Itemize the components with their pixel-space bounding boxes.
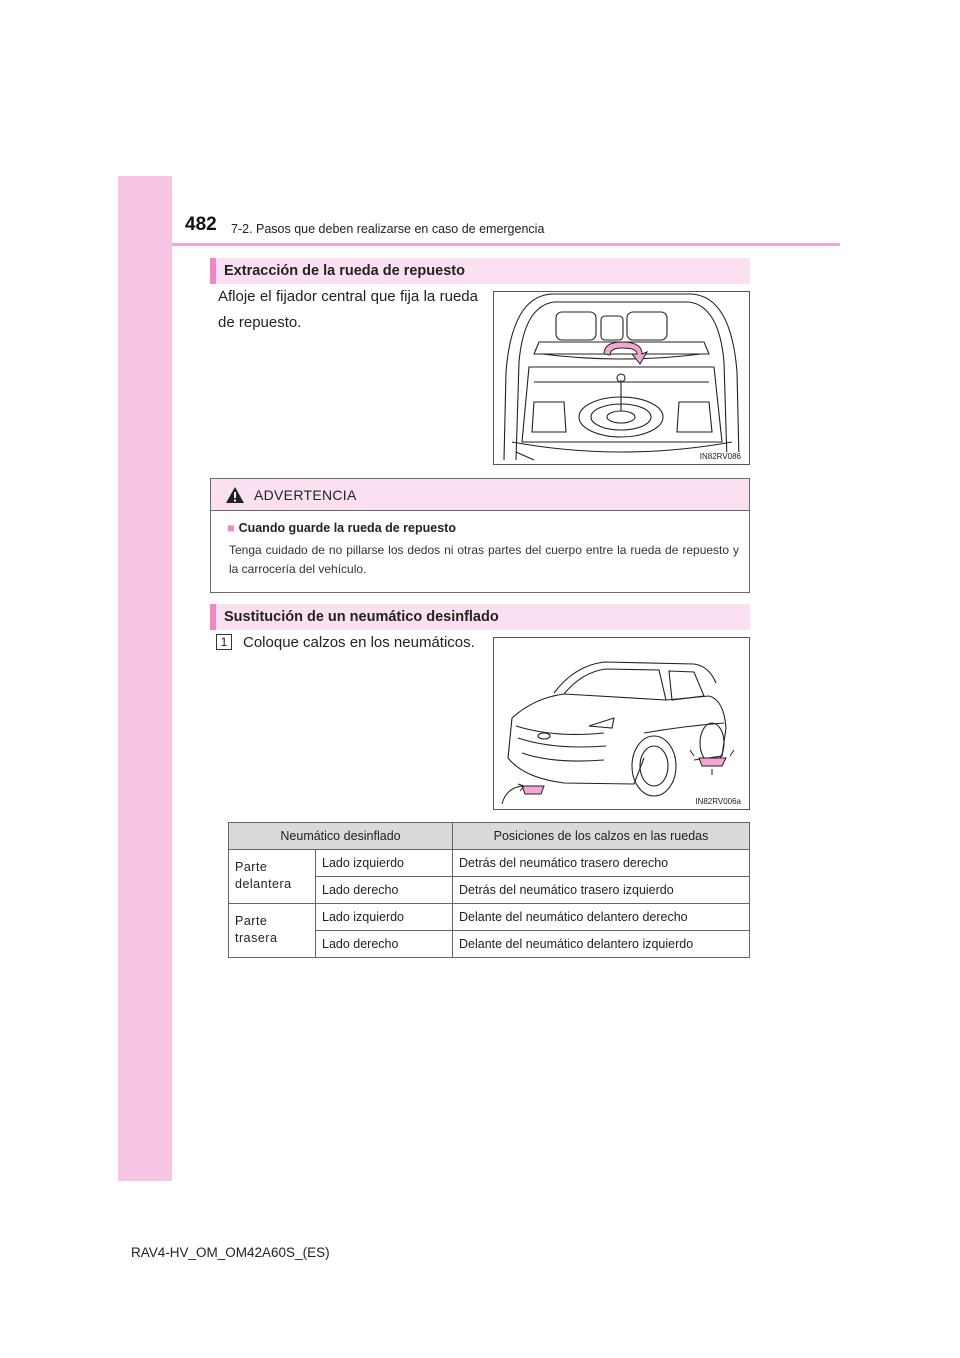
table-header-row bbox=[229, 823, 750, 850]
cell-side: Lado derecho bbox=[316, 931, 453, 958]
step-number: 1 bbox=[216, 634, 232, 650]
column-header-chock-position: Posiciones de los calzos en las ruedas bbox=[453, 823, 750, 850]
section-heading-spare-removal bbox=[210, 258, 750, 284]
wheel-chock-table bbox=[228, 822, 750, 958]
figure-code: IN82RV006a bbox=[695, 797, 741, 806]
trunk-illustration bbox=[494, 292, 749, 464]
row-group-front: Parte delantera bbox=[229, 850, 316, 904]
warning-item-title bbox=[227, 521, 456, 535]
column-header-flat-tire: Neumático desinflado bbox=[229, 823, 453, 850]
instruction-place-chocks: Coloque calzos en los neumáticos. bbox=[243, 634, 475, 651]
page-number: 482 bbox=[185, 214, 217, 235]
cell-position: Detrás del neumático trasero izquierdo bbox=[453, 877, 750, 904]
cell-side: Lado derecho bbox=[316, 877, 453, 904]
warning-item-text: Cuando guarde la rueda de repuesto bbox=[238, 521, 456, 535]
warning-triangle-icon bbox=[225, 486, 245, 504]
section-heading-flat-tire bbox=[210, 604, 750, 630]
cell-position: Delante del neumático delantero derecho bbox=[453, 904, 750, 931]
cell-position: Delante del neumático delantero izquierdo bbox=[453, 931, 750, 958]
figure-car-wheel-chocks bbox=[493, 637, 750, 810]
figure-code: IN82RV086 bbox=[699, 452, 741, 461]
warning-box bbox=[210, 478, 750, 593]
section-title: Sustitución de un neumático desinflado bbox=[224, 609, 499, 625]
warning-header bbox=[211, 479, 749, 511]
section-title: Extracción de la rueda de repuesto bbox=[224, 263, 465, 279]
cell-position: Detrás del neumático trasero derecho bbox=[453, 850, 750, 877]
cell-side: Lado izquierdo bbox=[316, 850, 453, 877]
cell-side: Lado izquierdo bbox=[316, 904, 453, 931]
warning-body: Tenga cuidado de no pillarse los dedos ni otras partes del cuerpo entre la rueda de repuesto y la carrocería del vehículo. bbox=[229, 543, 739, 576]
car-illustration bbox=[494, 638, 749, 809]
figure-trunk-spare-wheel bbox=[493, 291, 750, 465]
bullet-square-icon: ■ bbox=[227, 521, 235, 535]
instruction-loosen-fastener: Afloje el fijador central que fija la rueda de repuesto. bbox=[218, 288, 478, 331]
table-row bbox=[229, 850, 750, 877]
header-rule bbox=[172, 243, 840, 246]
document-code-footer: RAV4-HV_OM_OM42A60S_(ES) bbox=[131, 1245, 330, 1260]
row-group-rear: Parte trasera bbox=[229, 904, 316, 958]
warning-label: ADVERTENCIA bbox=[254, 486, 357, 503]
table-row bbox=[229, 904, 750, 931]
chapter-sidebar-tab bbox=[118, 176, 172, 1181]
chapter-running-head: 7-2. Pasos que deben realizarse en caso de emergencia bbox=[231, 222, 545, 236]
